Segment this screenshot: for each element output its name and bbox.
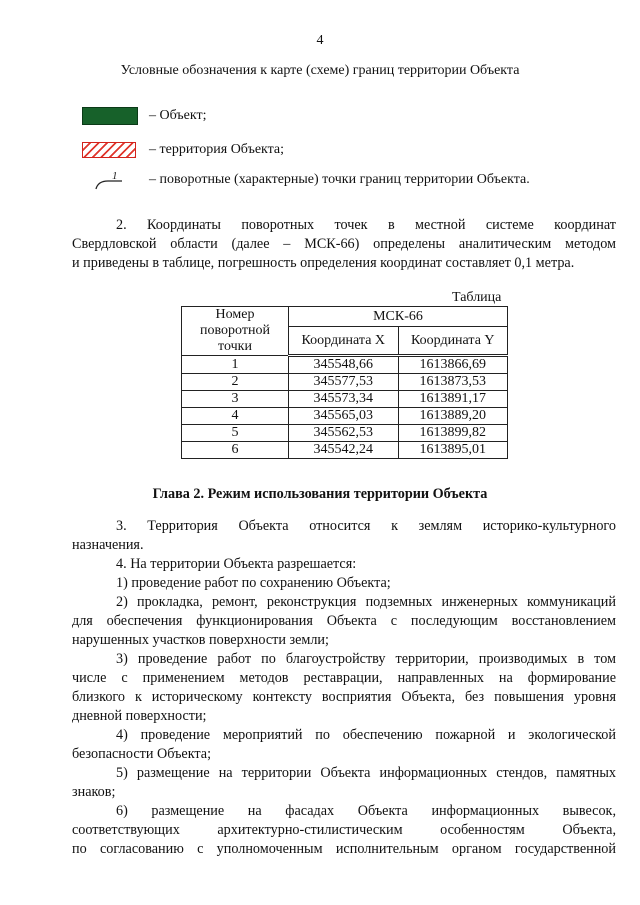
cell-y: 1613889,20 — [398, 408, 508, 425]
text-line: близкого к историческому контексту восприятия Объекта, без повышения уровня — [72, 689, 616, 705]
table-label: Таблица — [452, 290, 502, 305]
cell-point-number: 2 — [182, 374, 289, 391]
cell-x: 345573,34 — [289, 391, 399, 408]
paragraph — [72, 555, 616, 574]
cell-x: 345542,24 — [289, 442, 399, 459]
text-line: назначения. — [72, 537, 144, 553]
cell-x: 345548,66 — [289, 356, 399, 374]
turning-point-label: 1 — [112, 170, 118, 182]
header-x: Координата X — [289, 327, 399, 356]
table-row — [182, 408, 508, 425]
table-row — [182, 425, 508, 442]
table-row — [182, 356, 508, 374]
text-line: Свердловской области (далее – МСК-66) определены аналитическим методом — [72, 236, 616, 252]
legend-item-object — [82, 106, 207, 126]
cell-point-number: 4 — [182, 408, 289, 425]
paragraph — [72, 802, 616, 859]
text-line: 4. На территории Объекта разрешается: — [116, 556, 357, 572]
cell-point-number: 3 — [182, 391, 289, 408]
cell-point-number: 6 — [182, 442, 289, 459]
text-line: и приведены в таблице, погрешность определения координат составляет 0,1 метра. — [72, 255, 575, 271]
cell-x: 345562,53 — [289, 425, 399, 442]
text-line: 6) размещение на фасадах Объекта информационных вывесок, — [116, 803, 616, 819]
text-line: 2. Координаты поворотных точек в местной системе координат — [116, 217, 616, 233]
text-line: 5) размещение на территории Объекта информационных стендов, памятных — [116, 765, 616, 781]
text-line: 3. Территория Объекта относится к землям историко-культурного — [116, 518, 616, 534]
cell-y: 1613873,53 — [398, 374, 508, 391]
legend-item-turning-point — [82, 170, 530, 190]
cell-y: 1613891,17 — [398, 391, 508, 408]
legend-item-text: – поворотные (характерные) точки границ территории Объекта. — [149, 172, 530, 187]
cell-x: 345577,53 — [289, 374, 399, 391]
text-line: 3) проведение работ по благоустройству территории, производимых в том — [116, 651, 616, 667]
paragraph — [72, 517, 616, 555]
paragraph — [72, 650, 616, 726]
cell-y: 1613866,69 — [398, 356, 508, 374]
paragraph — [72, 764, 616, 802]
header-coordinate-system: МСК-66 — [289, 307, 508, 327]
text-line: дневной поверхности; — [72, 708, 207, 724]
paragraph-coordinates — [72, 216, 616, 273]
cell-y: 1613895,01 — [398, 442, 508, 459]
legend-item-territory — [82, 140, 285, 160]
table-row — [182, 442, 508, 459]
coordinates-table — [181, 306, 508, 459]
text-line: по согласованию с уполномоченным исполнительным органом государственной — [72, 841, 616, 857]
territory-hatch-icon — [82, 142, 136, 158]
text-line: 1) проведение работ по сохранению Объекта; — [116, 575, 391, 591]
text-line: 4) проведение мероприятий по обеспечению пожарной и экологической — [116, 727, 616, 743]
page-number: 4 — [316, 33, 324, 48]
object-swatch-icon — [82, 107, 138, 125]
legend-item-text: – территория Объекта; — [149, 142, 285, 157]
cell-x: 345565,03 — [289, 408, 399, 425]
paragraph — [72, 726, 616, 764]
chapter-title: Глава 2. Режим использования территории Объекта — [152, 486, 488, 502]
text-line: знаков; — [72, 784, 116, 800]
legend-item-text: – Объект; — [149, 108, 207, 123]
paragraph — [72, 593, 616, 650]
turning-point-icon — [82, 169, 136, 191]
cell-point-number: 1 — [182, 356, 289, 374]
table-row — [182, 374, 508, 391]
header-y: Координата Y — [398, 327, 508, 356]
paragraph — [72, 574, 616, 593]
text-line: соответствующих архитектурно-стилистическим особенностям Объекта, — [72, 822, 616, 838]
header-point-number: Номер поворотной точки — [182, 307, 289, 356]
table-row — [182, 391, 508, 408]
text-line: числе с применением методов реставрации, направленных на формирование — [72, 670, 616, 686]
text-line: 2) прокладка, ремонт, реконструкция подземных инженерных коммуникаций — [116, 594, 616, 610]
text-line: безопасности Объекта; — [72, 746, 212, 762]
legend-title: Условные обозначения к карте (схеме) границ территории Объекта — [120, 63, 520, 78]
cell-y: 1613899,82 — [398, 425, 508, 442]
cell-point-number: 5 — [182, 425, 289, 442]
text-line: нарушенных участков поверхности земли; — [72, 632, 329, 648]
text-line: для обеспечения функционирования Объекта с последующим восстановлением — [72, 613, 616, 629]
